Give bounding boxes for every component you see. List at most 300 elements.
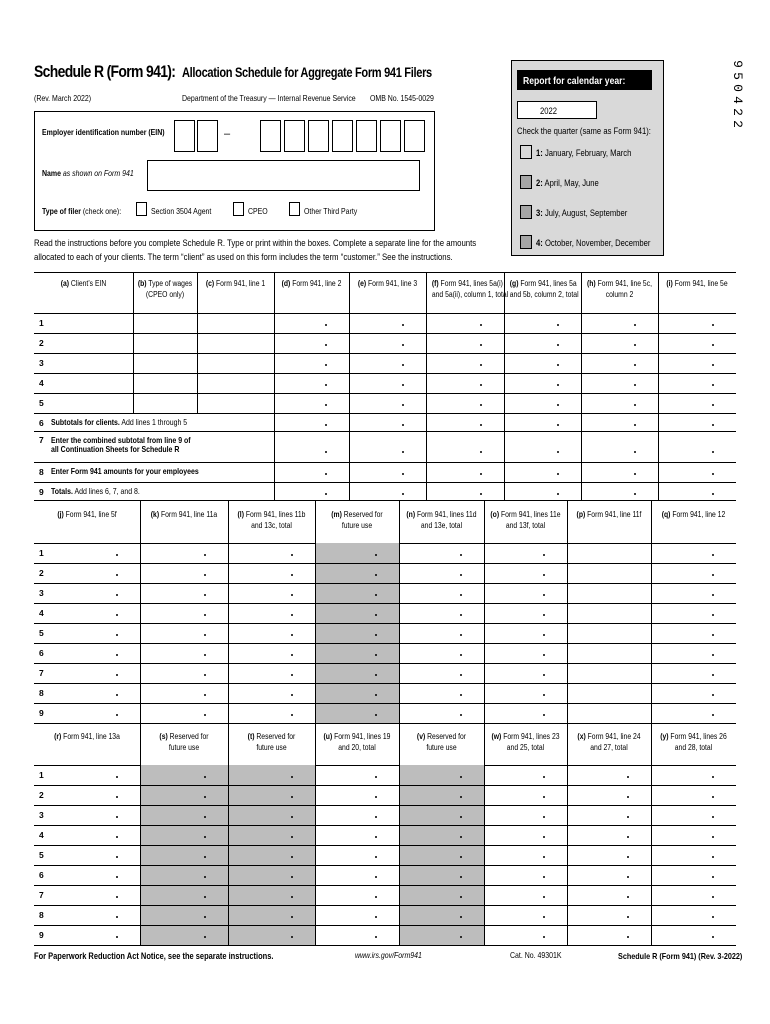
quarter-1-checkbox[interactable]: [520, 145, 532, 159]
decimal-point: [712, 493, 714, 495]
decimal-point: [557, 493, 559, 495]
omb-number: OMB No. 1545-0029: [370, 94, 434, 103]
column-header: [426, 278, 509, 300]
name-label: [42, 169, 134, 178]
irs-url[interactable]: www.irs.gov/Form941: [355, 951, 422, 960]
decimal-point: [557, 364, 559, 366]
decimal-point: [116, 574, 118, 576]
row-number: 7: [39, 890, 44, 900]
decimal-point: [557, 324, 559, 326]
instructions-line-1: Read the instructions before you complete Schedule R. Type or print within the boxes. Complete a separate line for the amounts: [34, 238, 477, 248]
decimal-point: [402, 424, 404, 426]
decimal-point: [204, 776, 206, 778]
decimal-point: [375, 574, 377, 576]
table-rule: [34, 393, 736, 394]
decimal-point: [634, 364, 636, 366]
quarter-number: 1:: [536, 148, 543, 158]
column-title-line-2: future use: [256, 743, 287, 752]
decimal-point: [543, 594, 545, 596]
decimal-point: [375, 936, 377, 938]
column-letter: (h): [587, 279, 596, 288]
quarter-months: July, August, September: [542, 208, 628, 218]
filer-type-label-bold: Type of filer: [42, 207, 81, 216]
ein-digit-box[interactable]: [404, 120, 425, 152]
decimal-point: [291, 634, 293, 636]
decimal-point: [627, 816, 629, 818]
decimal-point: [712, 404, 714, 406]
column-divider: [197, 272, 198, 413]
column-letter: (y): [660, 732, 669, 741]
decimal-point: [460, 614, 462, 616]
decimal-point: [375, 594, 377, 596]
ein-digit-box[interactable]: [197, 120, 218, 152]
row-number: 4: [39, 608, 44, 618]
table-rule: [34, 272, 736, 273]
ein-digit-box[interactable]: [260, 120, 281, 152]
row-label: [51, 467, 199, 476]
column-letter: (p): [576, 510, 586, 519]
decimal-point: [116, 836, 118, 838]
decimal-point: [712, 364, 714, 366]
ein-digit-box[interactable]: [380, 120, 401, 152]
ein-digit-box[interactable]: [284, 120, 305, 152]
column-title-line-2: and 25, total: [506, 743, 545, 752]
decimal-point: [634, 344, 636, 346]
quarter-4-checkbox[interactable]: [520, 235, 532, 249]
decimal-point: [634, 324, 636, 326]
report-title: Report for calendar year:: [523, 75, 626, 87]
decimal-point: [116, 614, 118, 616]
decimal-point: [291, 674, 293, 676]
decimal-point: [375, 836, 377, 838]
paperwork-notice: For Paperwork Reduction Act Notice, see the separate instructions.: [34, 951, 274, 961]
decimal-point: [460, 836, 462, 838]
decimal-point: [325, 473, 327, 475]
decimal-point: [712, 816, 714, 818]
table-rule: [34, 462, 736, 463]
decimal-point: [291, 554, 293, 556]
decimal-point: [634, 473, 636, 475]
decimal-point: [460, 554, 462, 556]
column-letter: (m): [331, 510, 342, 519]
row-number: 1: [39, 318, 44, 328]
instructions-line-2: allocated to each of your clients. The term “client” as used on this form includes the term “customer.” See the instructions.: [34, 252, 453, 262]
decimal-point: [634, 451, 636, 453]
decimal-point: [204, 856, 206, 858]
barcode-digit: 0: [730, 84, 745, 92]
decimal-point: [402, 473, 404, 475]
decimal-point: [543, 876, 545, 878]
column-letter: (o): [490, 510, 500, 519]
column-header: [274, 278, 349, 289]
row-number: 1: [39, 548, 44, 558]
quarter-number: 2:: [536, 178, 543, 188]
decimal-point: [325, 451, 327, 453]
column-letter: (j): [57, 510, 64, 519]
decimal-point: [627, 876, 629, 878]
quarter-3-checkbox[interactable]: [520, 205, 532, 219]
column-title: Form 941, line 5c,: [595, 279, 652, 288]
column-header: [399, 509, 484, 531]
decimal-point: [291, 876, 293, 878]
decimal-point: [460, 634, 462, 636]
decimal-point: [375, 674, 377, 676]
decimal-point: [375, 654, 377, 656]
column-header: [504, 278, 581, 300]
decimal-point: [712, 594, 714, 596]
decimal-point: [460, 714, 462, 716]
decimal-point: [480, 404, 482, 406]
decimal-point: [460, 896, 462, 898]
row-label-bold: Enter Form 941 amounts for your employees: [51, 467, 199, 476]
table-rule: [34, 373, 736, 374]
decimal-point: [557, 451, 559, 453]
decimal-point: [291, 796, 293, 798]
decimal-point: [460, 816, 462, 818]
column-letter: (g): [509, 279, 519, 288]
decimal-point: [402, 364, 404, 366]
column-title: Form 941, lines 11d: [415, 510, 477, 519]
row-number: 3: [39, 358, 44, 368]
decimal-point: [204, 594, 206, 596]
table-rule: [34, 333, 736, 334]
column-header: [315, 509, 399, 531]
decimal-point: [204, 654, 206, 656]
decimal-point: [627, 936, 629, 938]
decimal-point: [460, 694, 462, 696]
decimal-point: [712, 473, 714, 475]
row-label: [51, 436, 191, 454]
column-title: Form 941, lines 5a: [518, 279, 577, 288]
barcode-digit: 2: [730, 108, 745, 116]
column-title: Form 941, line 5f: [63, 510, 117, 519]
table-rule: [34, 482, 736, 483]
row-label-bold: Totals.: [51, 487, 73, 496]
column-header: [349, 278, 426, 289]
decimal-point: [557, 404, 559, 406]
column-divider: [426, 272, 427, 500]
column-title-line-2: and 20, total: [338, 743, 376, 752]
decimal-point: [627, 856, 629, 858]
decimal-point: [712, 574, 714, 576]
decimal-point: [543, 694, 545, 696]
decimal-point: [204, 674, 206, 676]
column-title: Form 941, line 13a: [61, 732, 120, 741]
ein-label: Employer identification number (EIN): [42, 128, 165, 137]
decimal-point: [204, 796, 206, 798]
section-3504-label: Section 3504 Agent: [151, 207, 212, 216]
row-number: 2: [39, 568, 44, 578]
column-letter: (f): [431, 279, 439, 288]
decimal-point: [375, 876, 377, 878]
column-divider: [651, 500, 652, 723]
decimal-point: [460, 776, 462, 778]
column-title-line-2: and 13f, total: [505, 521, 546, 530]
ein-digit-box[interactable]: [356, 120, 377, 152]
column-letter: (a): [60, 279, 70, 288]
quarter-number: 3:: [536, 208, 543, 218]
decimal-point: [116, 634, 118, 636]
decimal-point: [375, 916, 377, 918]
row-number: 9: [39, 930, 44, 940]
table-rule: [34, 313, 736, 314]
decimal-point: [634, 493, 636, 495]
decimal-point: [116, 554, 118, 556]
decimal-point: [712, 856, 714, 858]
decimal-point: [627, 796, 629, 798]
section-3504-checkbox[interactable]: [136, 202, 147, 216]
column-letter: (i): [666, 279, 673, 288]
reserved-column-shading: [228, 765, 315, 945]
column-title-line-2: future use: [341, 521, 373, 530]
decimal-point: [712, 936, 714, 938]
decimal-point: [325, 493, 327, 495]
column-divider: [504, 272, 505, 500]
decimal-point: [460, 916, 462, 918]
name-label-bold: Name: [42, 169, 61, 178]
decimal-point: [543, 836, 545, 838]
reserved-column-shading: [399, 765, 484, 945]
decimal-point: [712, 694, 714, 696]
decimal-point: [291, 776, 293, 778]
column-divider: [228, 500, 229, 723]
column-title: Form 941, line 24: [585, 732, 641, 741]
column-title: Form 941, line 5e: [672, 279, 728, 288]
column-title: Form 941, lines 23: [501, 732, 560, 741]
decimal-point: [375, 776, 377, 778]
quarter-number: 4:: [536, 238, 543, 248]
decimal-point: [402, 344, 404, 346]
barcode-number: [728, 58, 748, 138]
column-header: [34, 278, 133, 289]
decimal-point: [543, 936, 545, 938]
decimal-point: [460, 574, 462, 576]
decimal-point: [460, 594, 462, 596]
decimal-point: [712, 614, 714, 616]
ein-digit-box[interactable]: [308, 120, 329, 152]
row-number: 2: [39, 338, 44, 348]
decimal-point: [712, 776, 714, 778]
decimal-point: [116, 876, 118, 878]
decimal-point: [634, 384, 636, 386]
decimal-point: [634, 424, 636, 426]
decimal-point: [325, 424, 327, 426]
barcode-digit: 4: [730, 96, 745, 104]
decimal-point: [712, 916, 714, 918]
row-number: 5: [39, 628, 44, 638]
decimal-point: [712, 634, 714, 636]
quarter-2-label: [536, 178, 599, 188]
decimal-point: [116, 694, 118, 696]
decimal-point: [116, 796, 118, 798]
decimal-point: [627, 776, 629, 778]
column-header: [228, 731, 315, 753]
decimal-point: [634, 404, 636, 406]
column-title: Form 941, line 3: [366, 279, 418, 288]
column-title: Form 941, line 2: [290, 279, 342, 288]
decimal-point: [712, 836, 714, 838]
decimal-point: [116, 816, 118, 818]
column-title: Form 941, lines 19: [332, 732, 391, 741]
column-divider: [315, 500, 316, 723]
decimal-point: [402, 451, 404, 453]
decimal-point: [543, 654, 545, 656]
decimal-point: [402, 493, 404, 495]
column-divider: [140, 500, 141, 723]
column-divider: [228, 723, 229, 945]
decimal-point: [204, 816, 206, 818]
decimal-point: [325, 404, 327, 406]
column-divider: [567, 723, 568, 945]
decimal-point: [543, 574, 545, 576]
decimal-point: [204, 554, 206, 556]
decimal-point: [204, 916, 206, 918]
quarter-2-checkbox[interactable]: [520, 175, 532, 189]
column-header: [567, 509, 651, 520]
column-divider: [140, 723, 141, 945]
decimal-point: [116, 654, 118, 656]
column-header: [651, 731, 736, 753]
decimal-point: [460, 654, 462, 656]
column-header: [581, 278, 658, 300]
decimal-point: [325, 344, 327, 346]
row-number: 3: [39, 588, 44, 598]
decimal-point: [712, 451, 714, 453]
decimal-point: [557, 473, 559, 475]
form-title: Schedule R (Form 941):: [34, 62, 176, 81]
decimal-point: [543, 554, 545, 556]
column-title: Form 941, line 11f: [585, 510, 642, 519]
other-third-party-label: Other Third Party: [304, 207, 358, 216]
column-header: [315, 731, 399, 753]
decimal-point: [712, 324, 714, 326]
filer-type-label: [42, 207, 121, 216]
decimal-point: [204, 896, 206, 898]
column-letter: (b): [137, 279, 147, 288]
column-divider: [581, 272, 582, 500]
decimal-point: [480, 451, 482, 453]
department-label: Department of the Treasury — Internal Revenue Service: [182, 94, 356, 103]
row-number: 6: [39, 648, 44, 658]
decimal-point: [116, 936, 118, 938]
revision-date: (Rev. March 2022): [34, 94, 92, 103]
column-letter: (x): [577, 732, 586, 741]
decimal-point: [712, 654, 714, 656]
decimal-point: [116, 594, 118, 596]
decimal-point: [204, 694, 206, 696]
column-letter: (l): [237, 510, 244, 519]
row-number: 8: [39, 688, 44, 698]
decimal-point: [291, 816, 293, 818]
column-header: [133, 278, 197, 300]
quarter-months: October, November, December: [542, 238, 651, 248]
column-title: Client’s EIN: [69, 279, 107, 288]
ein-digit-box[interactable]: [174, 120, 195, 152]
name-input[interactable]: [147, 160, 420, 191]
column-title-line-2: and 28, total: [674, 743, 713, 752]
decimal-point: [460, 796, 462, 798]
cpeo-checkbox[interactable]: [233, 202, 244, 216]
decimal-point: [204, 574, 206, 576]
decimal-point: [480, 424, 482, 426]
column-divider: [658, 272, 659, 500]
decimal-point: [116, 776, 118, 778]
decimal-point: [543, 614, 545, 616]
row-number: 5: [39, 850, 44, 860]
decimal-point: [204, 714, 206, 716]
quarter-4-label: [536, 238, 650, 248]
decimal-point: [375, 554, 377, 556]
decimal-point: [375, 796, 377, 798]
decimal-point: [291, 694, 293, 696]
decimal-point: [291, 896, 293, 898]
row-number: 9: [39, 708, 44, 718]
column-header: [484, 731, 567, 753]
column-title: Reserved for: [425, 732, 467, 741]
row-number: 4: [39, 830, 44, 840]
decimal-point: [543, 674, 545, 676]
decimal-point: [480, 384, 482, 386]
row-number: 4: [39, 378, 44, 388]
row-number: 5: [39, 398, 44, 408]
decimal-point: [375, 856, 377, 858]
ein-digit-box[interactable]: [332, 120, 353, 152]
column-title-line-2: future use: [426, 743, 457, 752]
decimal-point: [543, 816, 545, 818]
column-title: Form 941, line 1: [214, 279, 266, 288]
decimal-point: [116, 896, 118, 898]
column-title-line-2: and 5b, column 2, total: [509, 290, 579, 299]
column-letter: (k): [150, 510, 160, 519]
column-header: [34, 731, 140, 742]
column-title: Reserved for: [341, 510, 383, 519]
decimal-point: [291, 614, 293, 616]
decimal-point: [543, 796, 545, 798]
row-number: 7: [39, 668, 44, 678]
decimal-point: [712, 384, 714, 386]
decimal-point: [402, 384, 404, 386]
decimal-point: [204, 836, 206, 838]
column-letter: (r): [54, 732, 62, 741]
decimal-point: [712, 896, 714, 898]
column-divider: [651, 723, 652, 945]
column-title: Form 941, lines 11b: [243, 510, 306, 519]
other-third-party-checkbox[interactable]: [289, 202, 300, 216]
decimal-point: [204, 936, 206, 938]
column-divider: [567, 500, 568, 723]
row-number: 3: [39, 810, 44, 820]
column-header: [140, 509, 228, 520]
decimal-point: [460, 936, 462, 938]
decimal-point: [291, 936, 293, 938]
column-header: [567, 731, 651, 753]
row-number: 7: [39, 435, 44, 445]
column-divider: [349, 272, 350, 500]
decimal-point: [543, 896, 545, 898]
column-divider: [274, 413, 275, 500]
decimal-point: [712, 714, 714, 716]
quarter-3-label: [536, 208, 627, 218]
decimal-point: [402, 324, 404, 326]
column-header: [399, 731, 484, 753]
catalog-number: Cat. No. 49301K: [510, 951, 562, 960]
decimal-point: [116, 674, 118, 676]
column-header: [197, 278, 274, 289]
decimal-point: [402, 404, 404, 406]
column-title-line-2: future use: [168, 743, 200, 752]
row-number: 2: [39, 790, 44, 800]
table-rule: [34, 431, 736, 432]
